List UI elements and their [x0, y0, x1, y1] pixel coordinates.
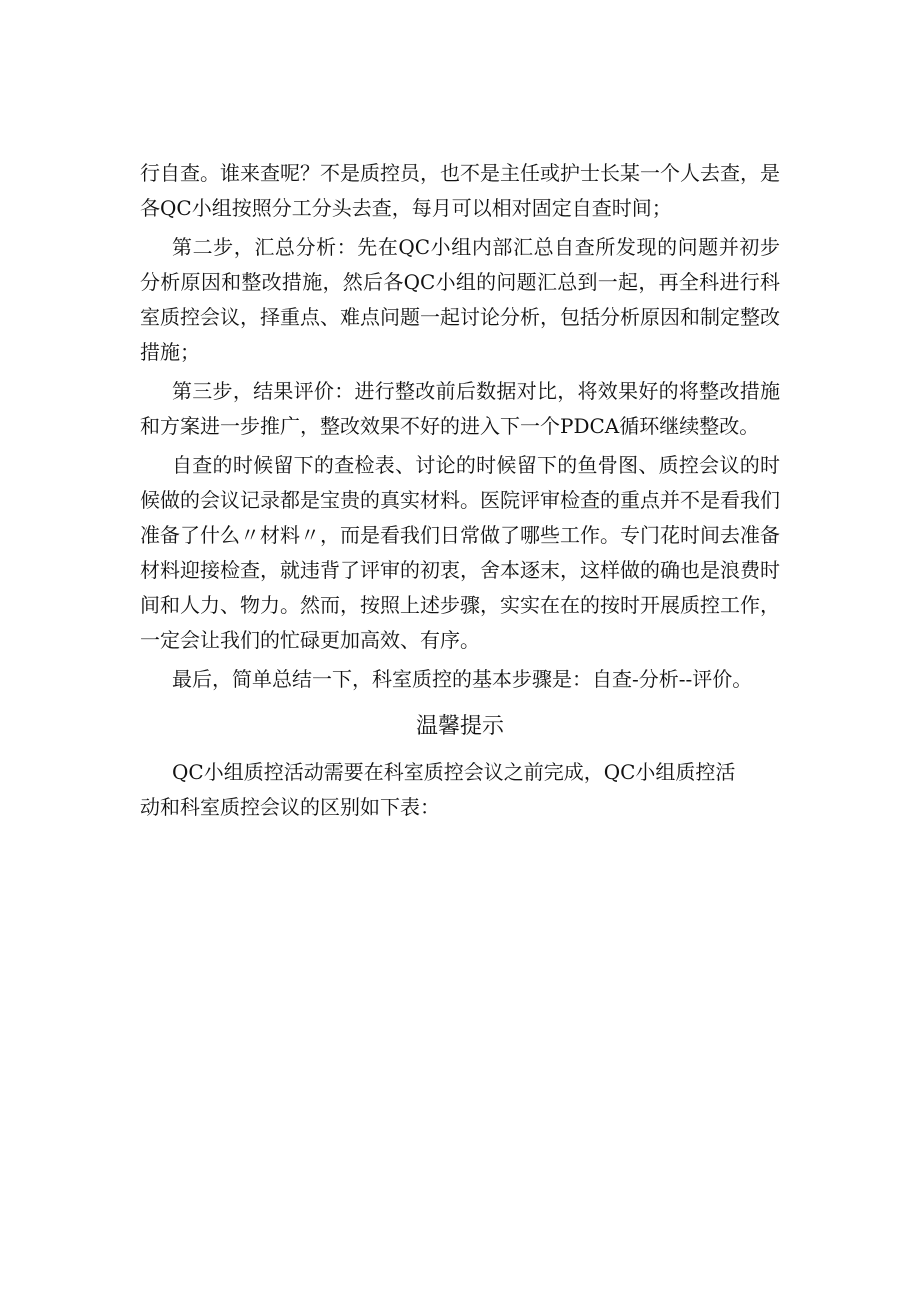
paragraph-tip: QC小组质控活动需要在科室质控会议之前完成，QC小组质控活动和科室质控会议的区别如下表： [140, 760, 736, 819]
paragraph-summary: 最后，简单总结一下，科室质控的基本步骤是：自查-分析--评价。 [172, 667, 753, 691]
paragraph-materials: 自查的时候留下的查检表、讨论的时候留下的鱼骨图、质控会议的时候做的会议记录都是宝贵的真实材料。医院评审检查的重点并不是看我们准备了什么〃材料〃，而是看我们日常做了哪些工作。专门花时间去准备材料迎接检查，就违背了评审的初衷，舍本逐末，这样做的确也是浪费时间和人力、物力。然而，按照上述步骤，实实在在的按时开展质控工作，一定会让我们的忙碌更加高效、有序。 [140, 453, 780, 652]
paragraph-step-three: 第三步，结果评价：进行整改前后数据对比，将效果好的将整改措施和方案进一步推广，整改效果不好的进入下一个PDCA循环继续整改。 [140, 379, 780, 438]
section-heading-tips: 温馨提示 [415, 714, 504, 739]
paragraph-step-two: 第二步，汇总分析：先在QC小组内部汇总自查所发现的问题并初步分析原因和整改措施，然后各QC小组的问题汇总到一起，再全科进行科室质控会议，择重点、难点问题一起讨论分析，包括分析原因和制定整改措施； [140, 235, 780, 364]
paragraph-self-check: 行自查。谁来查呢？不是质控员，也不是主任或护士长某一个人去查，是各QC小组按照分工分头去查，每月可以相对固定自查时间； [140, 161, 780, 220]
